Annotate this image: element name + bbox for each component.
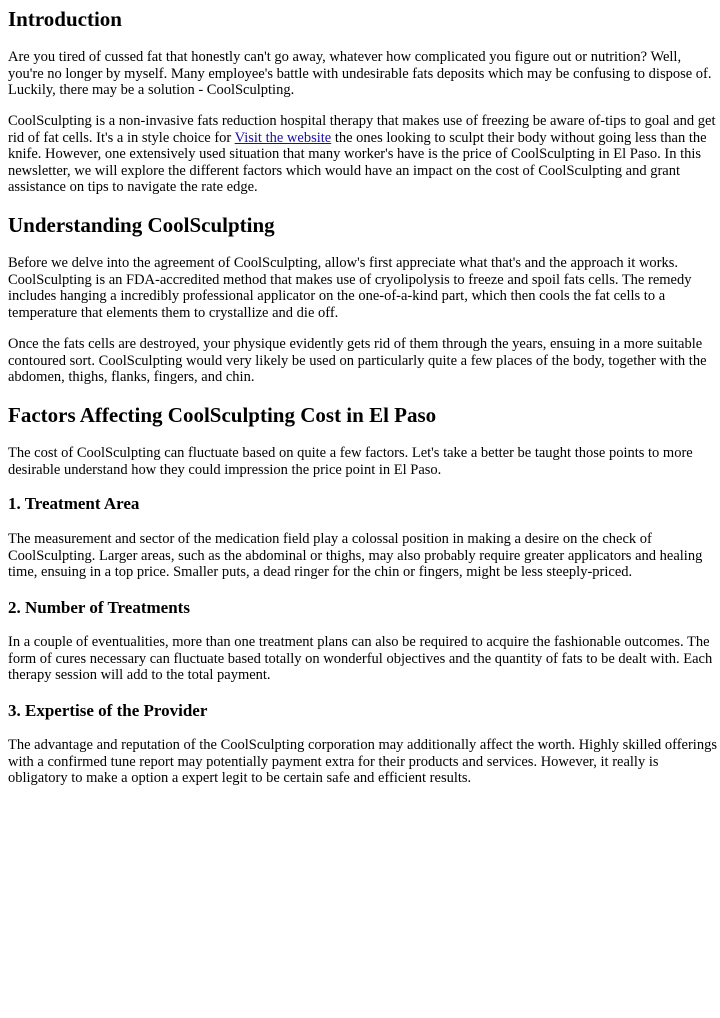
- intro-paragraph-2-end: the ones looking to sculpt their body without going less than the knife. However, one extensively used situation that many worker's have is the price of CoolSculpting in El Paso. In this newsletter, we will explore the different factors which would have an impact on the cost of CoolSculpting and grant assistance on tips to navigate the rate edge.: [8, 129, 707, 196]
- heading-expertise: 3. Expertise of the Provider: [8, 701, 208, 720]
- heading-factors: Factors Affecting CoolSculpting Cost in El Paso: [8, 403, 437, 427]
- intro-paragraph-2: [8, 113, 720, 196]
- heading-introduction: Introduction: [8, 7, 122, 31]
- understanding-paragraph-2: Once the fats cells are destroyed, your physique evidently gets rid of them through the years, ensuing in a more suitable contoured sort. CoolSculpting would very likely be used on particularly quite a few places of the body, together with the abdomen, thighs, flanks, fingers, and chin.: [8, 336, 707, 386]
- expertise-paragraph: The advantage and reputation of the CoolSculpting corporation may additionally affect the worth. Highly skilled offerings with a confirmed tune report may potentially payment extra for their products and services. However, it really is obligatory to make a option a expert legit to be certain safe and efficient results.: [8, 737, 717, 787]
- visit-website-link[interactable]: Visit the website: [234, 129, 332, 146]
- heading-number-of-treatments: 2. Number of Treatments: [8, 598, 190, 617]
- factors-paragraph: The cost of CoolSculpting can fluctuate based on quite a few factors. Let's take a better be taught those points to more desirable understand how they could impression the price point in El Paso.: [8, 445, 693, 478]
- intro-paragraph-1: Are you tired of cussed fat that honestly can't go away, whatever how complicated you figure out or nutrition? Well, you're no longer by myself. Many employee's battle with undesirable fats deposits which may be confusing to dispose of. Luckily, there may be a solution - CoolSculpting.: [8, 49, 712, 99]
- treatment-area-paragraph: The measurement and sector of the medication field play a colossal position in making a desire on the check of CoolSculpting. Larger areas, such as the abdominal or thighs, may also probably require greater applicators and healing time, ensuing in a top price. Smaller puts, a dead ringer for the chin or fingers, might be less steeply-priced.: [8, 531, 703, 581]
- heading-treatment-area: 1. Treatment Area: [8, 494, 140, 513]
- number-of-treatments-paragraph: In a couple of eventualities, more than one treatment plans can also be required to acquire the fashionable outcomes. The form of cures necessary can fluctuate based totally on wonderful objectives and the quantity of fats to be dealt with. Each therapy session will add to the total payment.: [8, 634, 713, 684]
- intro-paragraph-2-start: CoolSculpting is a non-invasive fats reduction hospital therapy that makes use of freezing be aware of-tips to goal and get rid of fat cells. It's a in style choice for: [8, 113, 716, 146]
- heading-understanding: Understanding CoolSculpting: [8, 213, 275, 237]
- understanding-paragraph-1: Before we delve into the agreement of CoolSculpting, allow's first appreciate what that's and the approach it works. CoolSculpting is an FDA-accredited method that makes use of cryolipolysis to freeze and spoil fats cells. The remedy includes hanging a incredibly professional applicator on the one-of-a-kind part, which then cools the fat cells to a temperature that elements them to crystallize and die off.: [8, 255, 692, 321]
